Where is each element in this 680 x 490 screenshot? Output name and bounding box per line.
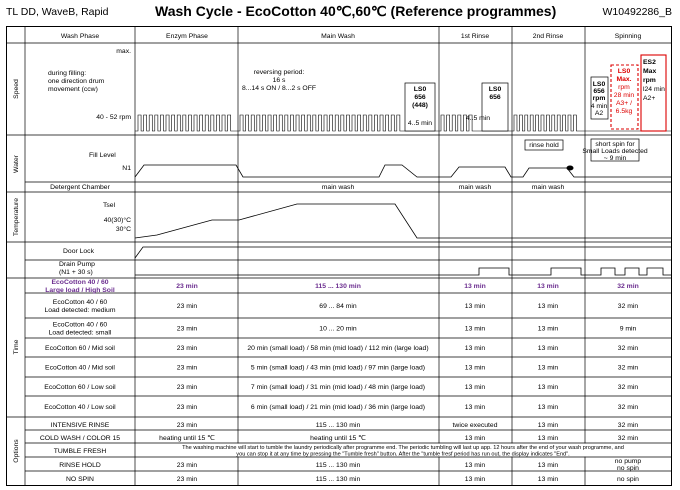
time-cell-rinse1: 13 min [464,384,486,391]
es2-3: rpm [643,77,656,84]
time-row-label: EcoCotton 40 / Mid soil [45,364,115,372]
temp-30-label: 30°C [115,226,131,233]
ls0-spin-3: rpm [592,95,606,102]
time-cell-main: 20 min (small load) / 58 min (mid load) / 112 min (large load) [247,345,429,352]
es2-4: l24 min [643,86,665,93]
section-label-water: Water [13,155,20,173]
opt-cold-enzym: heating until 15 ℃ [159,435,215,442]
opt-cold-main: heating until 15 ℃ [310,435,366,442]
ls0-spin-1: LS0 [592,81,606,88]
time-cell-rinse2: 13 min [537,303,559,310]
opt-intensive-main: 115 ... 130 min [315,422,361,429]
opt-nospin-enzym: 23 min [176,476,198,483]
ls0-max-1: LS0 [617,68,631,75]
time-cell-main: 5 min (small load) / 43 min (mid load) / 97 min (large load) [250,364,426,372]
time-cell-enzym: 23 min [176,384,198,391]
time-row-label: EcoCotton 40 / 60 [52,299,108,306]
time-row-label: Large load / High Soil [45,287,115,294]
ls0-spin-4: 4 min [590,103,608,110]
time-cell-enzym: 23 min [176,364,198,372]
opt-intensive-enzym: 23 min [176,422,198,429]
opt-intensive-spin: 32 min [617,422,639,429]
time-cell-spin: 32 min [617,303,639,310]
detergent-rinse1-label: main wash [458,184,492,191]
time-cell-enzym: 23 min [176,404,198,411]
time-row-label: EcoCotton 60 / Low soil [44,384,116,391]
ls0-max-3: rpm [618,84,630,91]
time-cell-enzym: 23 min [176,283,198,290]
opt-intensive-label: INTENSIVE RINSE [50,422,110,429]
ls0-max-2: Max. [616,76,632,83]
ls0-main-3: (448) [412,102,428,109]
time-cell-rinse1: 13 min [464,283,486,290]
es2-5: A2+ [643,95,656,102]
opt-cold-spin: 32 min [617,435,639,442]
time-cell-spin: 32 min [617,283,639,290]
opt-rinsehold-spin-2: no spin [617,465,639,472]
time-row-label: EcoCotton 40 / Low soil [44,404,116,411]
time-cell-rinse1: 13 min [464,404,486,411]
time-cell-main: 6 min (small load) / 21 min (mid load) / 36 min (large load) [250,404,426,411]
temp-40-label: 40(30)°C [103,217,131,224]
opt-nospin-rinse2: 13 min [537,476,559,483]
phase-header-wash: Wash Phase [60,33,100,40]
time-cell-rinse2: 13 min [537,325,559,333]
ls0-main-time: 4..5 min [407,120,433,127]
phase-header-rinse2: 2nd Rinse [532,33,564,40]
time-cell-enzym: 23 min [176,325,198,333]
time-cell-enzym: 23 min [176,345,198,352]
ls0-max-5: A3+ / [615,100,633,107]
header-left: TL DD, WaveB, Rapid [6,6,109,18]
opt-tumble-label: TUMBLE FRESH [53,448,107,455]
time-cell-main: 10 ... 20 min [319,325,357,333]
time-cell-spin: 9 min [619,325,637,333]
speed-pulses [135,115,671,131]
opt-rinsehold-rinse1: 13 min [464,462,486,469]
filling-note-1: during filling: [48,70,87,77]
page-title: Wash Cycle - EcoCotton 40℃,60℃ (Reference programmes) [155,3,557,19]
phase-header-rinse1: 1st Rinse [460,33,490,40]
opt-rinsehold-label: RINSE HOLD [59,462,101,469]
opt-nospin-rinse1: 13 min [464,476,486,483]
opt-nospin-main: 115 ... 130 min [315,476,361,483]
fill-level-label: Fill Level [89,152,116,159]
speed-pulse-train [135,115,671,131]
detergent-chamber-label: Detergent Chamber [50,184,110,191]
opt-tumble-text-2: you can stop it at any time by pressing the "Tumble fresh" button. After the "tumble fresf period has run out, the display indicates "End". [236,451,570,458]
es2-1: ES2 [643,59,656,66]
ls0-max-6: 6.5kg [615,108,633,115]
time-cell-rinse1: 13 min [464,364,486,372]
temperature-line [135,204,671,238]
reversing-note-1: reversing period: [253,69,305,76]
time-cell-rinse1: 13 min [464,325,486,333]
phase-header-spin: Spinning [614,33,642,40]
ls0-rinse1-time: 4..5 min [465,115,491,122]
opt-nospin-spin: no spin [617,476,639,483]
opt-rinsehold-main: 115 ... 130 min [315,462,361,469]
ls0-rinse1-1: LS0 [488,86,502,93]
opt-nospin-label: NO SPIN [66,476,94,483]
short-spin-3: ~ 9 min [603,155,627,162]
opt-intensive-rinse2: 13 min [537,422,559,429]
water-level-line [135,165,671,177]
time-cell-enzym: 23 min [176,303,198,310]
opt-cold-rinse2: 13 min [537,435,559,442]
time-row-label: Load detected: small [48,329,112,337]
time-cell-rinse2: 13 min [537,404,559,411]
opt-rinsehold-spin-1: no pump [614,458,642,465]
ls0-rinse1-2: 656 [489,94,501,101]
detergent-main-label: main wash [321,184,355,191]
time-row-label: EcoCotton 40 / 60 [51,279,109,286]
time-row-label: EcoCotton 60 / Mid soil [45,345,115,352]
filling-note-3: movement (ccw) [48,86,98,93]
time-cell-rinse1: 13 min [464,345,486,352]
document-id: W10492286_B [602,6,672,18]
time-cell-spin: 32 min [617,364,639,372]
detergent-rinse2-label: main wash [531,184,565,191]
time-cell-spin: 32 min [617,404,639,411]
time-cell-rinse2: 13 min [537,364,559,372]
opt-rinsehold-rinse2: 13 min [537,462,559,469]
section-label-temperature: Temperature [13,197,20,237]
opt-cold-label: COLD WASH / COLOR 15 [39,435,121,442]
filling-note-2: one direction drum [48,78,105,85]
time-cell-rinse2: 13 min [537,345,559,352]
opt-rinsehold-enzym: 23 min [176,462,198,469]
phase-header-enzym: Enzym Phase [166,33,208,40]
time-cell-main: 115 ... 130 min [315,283,361,290]
section-label-options: Options [13,439,20,463]
ls0-max-4: 28 min [613,92,635,99]
ls0-main-1: LS0 [413,86,427,93]
time-cell-spin: 32 min [617,384,639,391]
time-cell-main: 69 ... 84 min [319,303,357,310]
section-label-speed: Speed [13,79,20,99]
time-row-label: EcoCotton 40 / 60 [52,321,108,329]
es2-2: Max [643,68,657,75]
door-lock-label: Door Lock [63,248,94,255]
reversing-note-2: 16 s [272,77,286,84]
time-cell-spin: 32 min [617,345,639,352]
drain-pump-label-1: Drain Pump [59,261,95,268]
short-spin-1: short spin for [595,141,635,148]
opt-tumble-text-1: The washing machine will start to tumble the laundry periodically after programme end. The periodic tumbling will last up app. 12 hours after the end of your wash programme, and [182,445,624,451]
rinse-hold-label: rinse hold [529,142,559,149]
speed-max-label: max. [116,48,131,55]
drain-pump-line [135,268,671,275]
speed-rpm-label: 40 - 52 rpm [96,114,131,121]
time-cell-main: 7 min (small load) / 31 min (mid load) / 48 min (large load) [250,384,426,391]
opt-intensive-rinse1: twice executed [452,422,498,429]
wash-cycle-table [6,26,672,486]
ls0-main-2: 656 [414,94,426,101]
time-cell-rinse1: 13 min [464,303,486,310]
section-label-time: Time [13,339,20,355]
reversing-note-3: 8...14 s ON / 8...2 s OFF [241,85,317,92]
opt-cold-rinse1: 13 min [464,435,486,442]
n1-label: N1 [122,165,131,172]
phase-header-main: Main Wash [321,33,355,40]
tsel-label: Tsel [103,202,116,209]
time-row-label: Load detected: medium [44,307,116,314]
ls0-spin-2: 656 [593,88,605,95]
short-spin-2: Small Loads detected [582,148,648,155]
time-cell-rinse2: 13 min [537,283,559,290]
time-cell-rinse2: 13 min [537,384,559,391]
ls0-spin-5: A2 [594,110,604,117]
drain-pump-label-2: (N1 + 30 s) [59,269,93,276]
